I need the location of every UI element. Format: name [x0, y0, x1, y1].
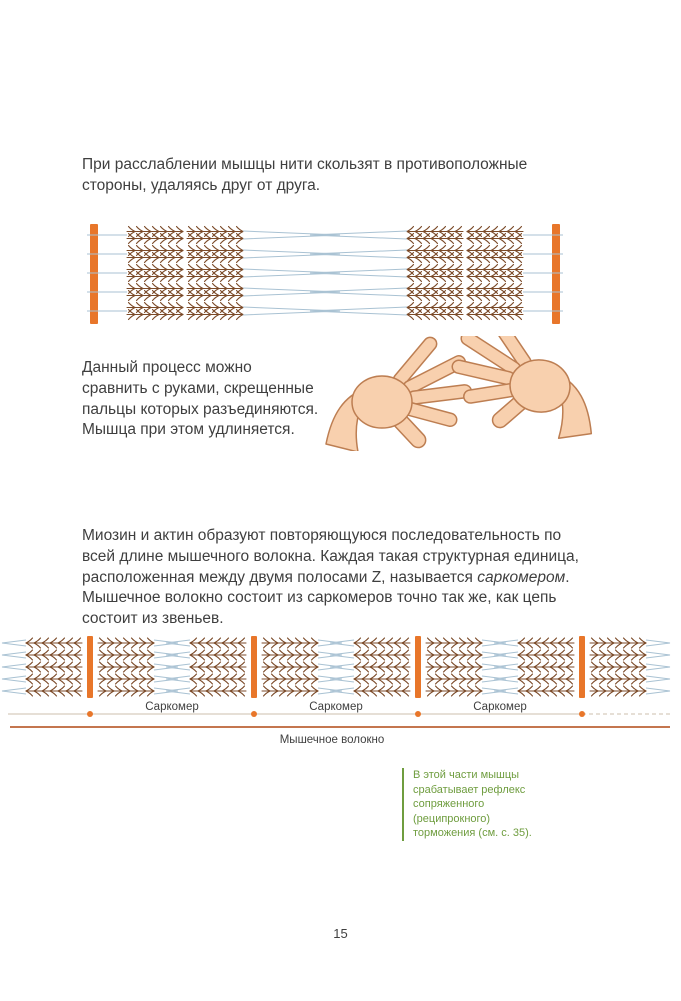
- bracket-dot-3: [415, 711, 421, 717]
- left-hand: [326, 336, 472, 451]
- sarcomere-paragraph: [82, 526, 590, 630]
- bracket-dot-2: [251, 711, 257, 717]
- sarcomere-label-3: Саркомер: [473, 701, 527, 713]
- relaxed-filaments-diagram: [85, 222, 565, 326]
- sarcomere-paragraph-part2: . Мышечное волокно состоит из саркомеров точно так же, как цепь состоит из звеньев.: [82, 568, 570, 628]
- sarcomere-label-1: Саркомер: [145, 701, 199, 713]
- muscle-fiber-label: Мышечное волокно: [279, 734, 385, 746]
- sarcomere-label-2: Саркомер: [309, 701, 363, 713]
- muscle-fiber-line: [10, 726, 670, 728]
- hands-illustration: [320, 336, 605, 451]
- z-disc-2: [251, 636, 257, 698]
- bracket-dot-1: [87, 711, 93, 717]
- intro-paragraph: При расслаблении мышцы нити скользят в противоположные стороны, удаляясь друг от друга.: [82, 156, 528, 194]
- z-disc-1: [87, 636, 93, 698]
- bracket-dot-4: [579, 711, 585, 717]
- sarcomere-paragraph-part1: Миозин и актин образуют повторяющуюся последовательность по всей длине мышечного волокна. Каждая такая структурная единица, расположенная между двумя полосами Z, называется: [82, 527, 579, 586]
- sarcomere-term: саркомером: [477, 568, 566, 586]
- z-disc-4: [579, 636, 585, 698]
- z-disc-right: [552, 224, 560, 324]
- reflex-note-text: В этой части мышцы срабатывает рефлекс сопряженного (реципрокного) торможения (см. с. 35).: [413, 769, 532, 840]
- z-disc-3: [415, 636, 421, 698]
- hands-paragraph: Данный процесс можно сравнить с руками, скрещенные пальцы которых разъединяются. Мышца при этом удлиняется.: [82, 359, 319, 439]
- reflex-note-box: [402, 768, 552, 841]
- z-disc-left: [90, 224, 98, 324]
- page-number: 15: [333, 926, 348, 941]
- sarcomere-bracket-line: [0, 708, 681, 720]
- sarcomere-chain-diagram: [0, 634, 681, 700]
